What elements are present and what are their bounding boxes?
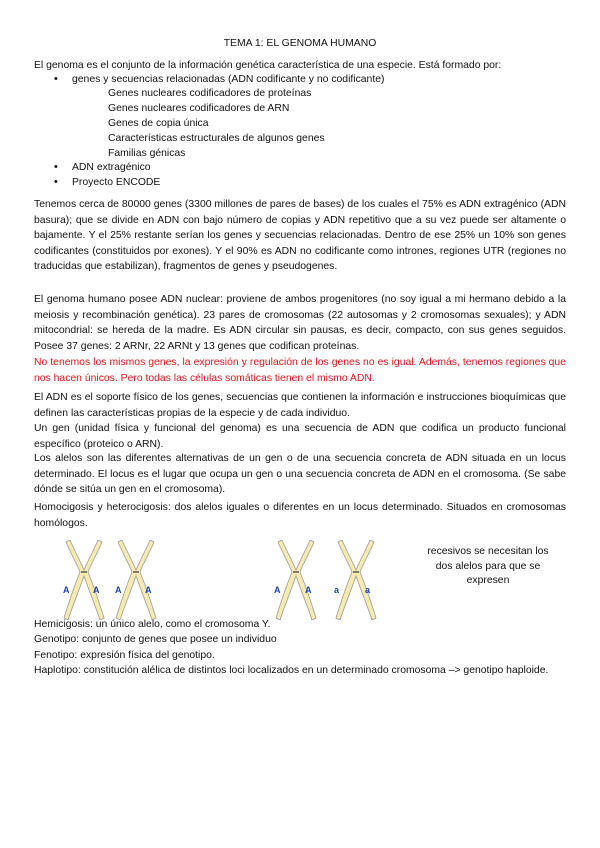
page-title: TEMA 1: EL GENOMA HUMANO: [223, 38, 377, 49]
paragraph-homozygosis: Homocigosis y heterocigosis: dos alelos iguales o diferentes en un locus determinado. Situados en cromosomas homólogos.: [34, 502, 566, 529]
allele-label: A: [145, 585, 152, 595]
sub-list: [108, 86, 325, 161]
paragraph-dna-support: El ADN es el soporte físico de los genes, secuencias que contienen la información e instrucciones bioquímicas que definen las características propias de la especie y de cada individuo.: [34, 392, 566, 419]
definitions-list: [34, 617, 566, 678]
definition-item: Genotipo: conjunto de genes que posee un individuo: [34, 634, 277, 646]
definition-item: Hemicigosis: un único alelo, como el cromosoma Y.: [34, 619, 271, 630]
allele-label: a: [334, 585, 340, 595]
paragraph-nuclear-dna: El genoma humano posee ADN nuclear: proviene de ambos progenitores (no soy igual a mi hermano debido a la meiosis y recombinación genética). 23 pares de cromosomas (22 autosomas y 2 cromosomas sexuales); y ADN mitocondrial: se hereda de la madre. Es ADN circular sin pausas, es decir, compacto, con sus genes seguidos. Posee 37 genes: 2 ARNr, 22 ARNt y 13 genes que codifican proteínas.: [34, 294, 566, 352]
bullet-list-bottom: [54, 160, 554, 190]
definition-item: Haplotipo: constitución alélica de distintos loci localizados en un determinado cromosoma –> genotipo haploide.: [34, 664, 549, 676]
list-item: • ADN extragénico: [54, 160, 554, 175]
list-item: • Proyecto ENCODE: [54, 175, 554, 190]
paragraph-gene-def: Un gen (unidad física y funcional del genoma) es una secuencia de ADN que codifica un producto funcional específico (proteico o ARN).: [34, 423, 566, 450]
figure-note: recesivos se necesitan los dos alelos para que se expresen: [427, 546, 549, 586]
paragraph-genes-count: Tenemos cerca de 80000 genes (3300 millones de pares de bases) de los cuales el 75% es ADN extragénico (ADN basura); que se divide en ADN con bajo número de copias y ADN repetitivo que a su vez puede ser altamente o bajamente. Y el 25% restante serían los genes y secuencias relacionadas. Dentro de ese 25% un 10% son genes codificantes (constituidos por exones). Y el 90% es ADN no codificante como intrones, regiones UTR (regiones no traducidas que estabilizan), fragmentos de genes y pseudogenes.: [34, 199, 566, 272]
allele-label: a: [365, 585, 371, 595]
allele-label: A: [115, 585, 122, 595]
allele-label: A: [305, 585, 312, 595]
sub-item: Características estructurales de algunos genes: [108, 133, 325, 144]
bullet-list-top: [54, 73, 554, 86]
sub-item: Genes nucleares codificadores de proteínas: [108, 88, 312, 99]
sub-item: Familias génicas: [108, 148, 186, 159]
sub-item: Genes nucleares codificadores de ARN: [108, 103, 290, 114]
heterozygous-pair-1: [274, 540, 316, 620]
paragraph-alleles: Los alelos son las diferentes alternativas de un gen o de una secuencia concreta de ADN situada en un locus determinado. El locus es el lugar que ocupa un gen o una secuencia concreta de ADN en el cromosoma. (Se sabe dónde se sitúa un gen en el cromosoma).: [34, 453, 566, 495]
allele-label: A: [93, 585, 100, 595]
list-item: • genes y secuencias relacionadas (ADN codificante y no codificante): [54, 73, 554, 86]
heterozygous-pair-2: [334, 540, 376, 620]
intro-text: El genoma es el conjunto de la información genética característica de una especie. Está formado por:: [34, 60, 502, 71]
homozygous-pair-2: [115, 540, 156, 620]
chromosome-figure: [60, 540, 400, 620]
allele-label: A: [63, 585, 70, 595]
sub-item: Genes de copia única: [108, 118, 209, 129]
definition-item: Fenotipo: expresión física del genotipo.: [34, 649, 215, 661]
homozygous-pair-1: [63, 540, 104, 620]
allele-label: A: [274, 585, 281, 595]
paragraph-highlight: No tenemos los mismos genes, la expresión y regulación de los genes no es igual. Además, tenemos regiones que nos hacen únicos. Pero todas las células somáticas tienen el mismo ADN.: [34, 357, 566, 384]
